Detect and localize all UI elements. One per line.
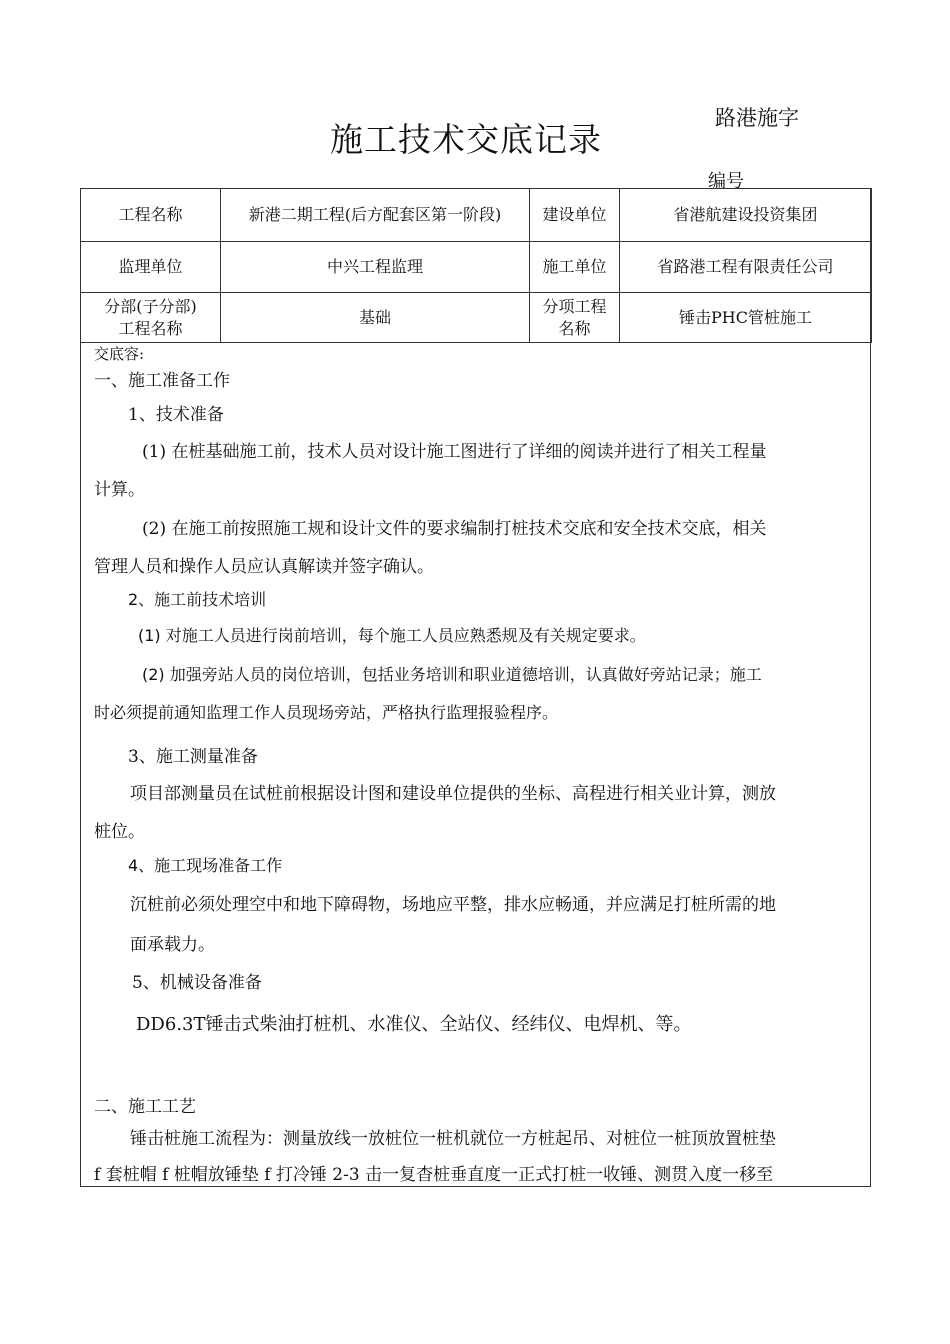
subsection-heading: 4、施工现场准备工作 [128,856,283,875]
paragraph-line: 计算。 [94,480,145,500]
paragraph-line: 锤击桩施工流程为：测量放线一放桩位一桩机就位一方桩起吊、对桩位一桩顶放置桩垫 [130,1129,776,1149]
paragraph-line: 沉桩前必须处理空中和地下障碍物，场地应平整，排水应畅通，并应满足打桩所需的地 [130,895,776,915]
supervisor-value: 中兴工程监理 [221,242,530,293]
table-row [81,293,872,343]
paragraph-line: 管理人员和操作人员应认真解读并签字确认。 [94,557,434,577]
paragraph-line: (2) 加强旁站人员的岗位培训，包括业务培训和职业道德培训，认真做好旁站记录；施工 [142,665,762,684]
paragraph-line: DD6.3T锤击式柴油打桩机、水准仪、全站仪、经纬仪、电焊机、等。 [136,1014,692,1035]
paragraph-line: 面承载力。 [130,935,215,955]
project-name-label: 工程名称 [81,189,221,242]
document-reference: 路港施字 [715,106,799,130]
subsection-heading: 5、机械设备准备 [132,973,262,993]
page-title: 施工技术交底记录 [330,120,602,159]
paragraph-line: 时必须提前通知监理工作人员现场旁站，严格执行监理报验程序。 [94,703,559,722]
subsection-heading: 1、技术准备 [128,405,224,425]
paragraph-line: (1) 在桩基础施工前，技术人员对设计施工图进行了详细的阅读并进行了相关工程量 [142,442,767,462]
builder-label: 建设单位 [530,189,620,242]
paragraph-line: 桩位。 [94,822,145,842]
info-table [80,188,872,343]
paragraph-line: f 套桩帽 f 桩帽放锤垫 f 打冷锤 2-3 击一复杳桩垂直度一正式打桩一收锤、测贯入度一移至 [94,1165,774,1185]
subsection-heading: 3、施工测量准备 [128,747,258,767]
subdivision-label-line2: 工程名称 [118,318,183,338]
builder-value: 省港航建设投资集团 [620,189,872,242]
section-heading: 一、施工准备工作 [94,371,230,391]
contractor-label: 施工单位 [530,242,620,293]
item-value: 锤击PHC管桩施工 [620,293,872,343]
number-label: 编号 [708,171,744,192]
paragraph-line: (2) 在施工前按照施工规和设计文件的要求编制打桩技术交底和安全技术交底，相关 [142,519,767,539]
table-row [81,242,872,293]
subdivision-value: 基础 [221,293,530,343]
subdivision-label-line1: 分部(子分部) [104,296,197,316]
item-label-line2: 名称 [558,318,591,338]
paragraph-line: (1) 对施工人员进行岗前培训，每个施工人员应熟悉规及有关规定要求。 [138,626,646,645]
subsection-heading: 2、施工前技术培训 [128,590,267,609]
item-label [530,293,620,343]
supervisor-label: 监理单位 [81,242,221,293]
paragraph-line: 项目部测量员在试桩前根据设计图和建设单位提供的坐标、高程进行相关业计算，测放 [130,784,776,804]
section-heading: 二、施工工艺 [94,1097,196,1117]
project-name-value: 新港二期工程(后方配套区第一阶段) [221,189,530,242]
table-row [81,189,872,242]
subdivision-label [81,293,221,343]
content-intro: 交底容: [94,345,145,363]
item-label-line1: 分项工程 [542,296,607,316]
contractor-value: 省路港工程有限责任公司 [620,242,872,293]
